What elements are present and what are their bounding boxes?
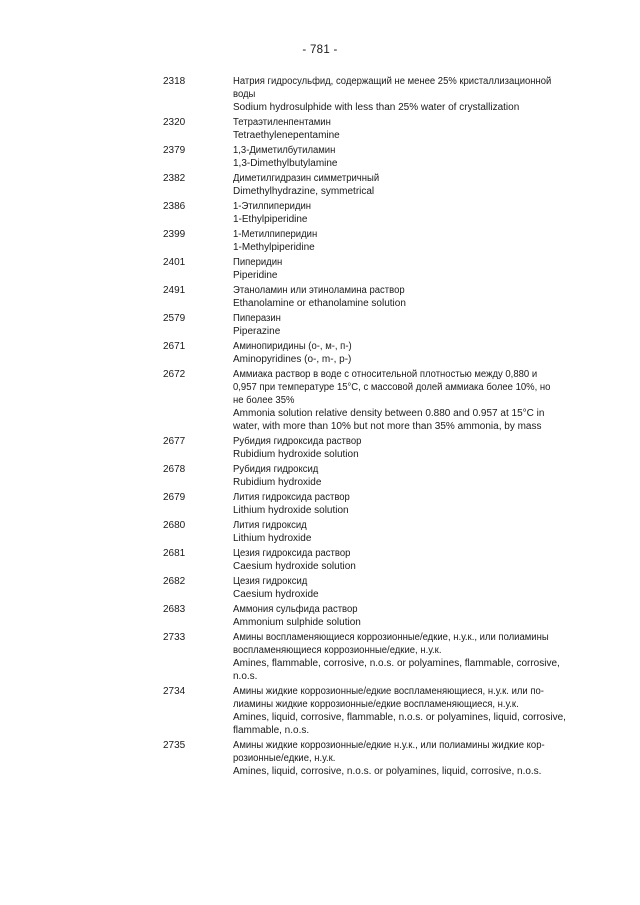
- entry-row: [0, 172, 640, 198]
- entry-row: [0, 519, 640, 545]
- entry-row: [0, 144, 640, 170]
- substance-description: [233, 256, 568, 282]
- description-line-en: 1-Ethylpiperidine: [233, 214, 308, 225]
- description-line-en: Lithium hydroxide solution: [233, 505, 349, 516]
- un-number: 2683: [163, 604, 186, 615]
- un-number: 2379: [163, 145, 186, 156]
- un-number: 2672: [163, 369, 186, 380]
- substance-description: [233, 368, 568, 433]
- description-line-en: Ammonia solution relative density between 0.880 and 0.957 at 15°C in: [233, 408, 545, 419]
- description-line-ru: розионные/едкие, н.у.к.: [233, 753, 336, 764]
- un-number: 2679: [163, 492, 186, 503]
- entry-row: [0, 312, 640, 338]
- un-number: 2677: [163, 436, 186, 447]
- description-line-en: flammable, n.o.s.: [233, 725, 310, 736]
- substance-description: [233, 519, 568, 545]
- un-number: 2382: [163, 173, 186, 184]
- un-number: 2671: [163, 341, 186, 352]
- entry-row: [0, 200, 640, 226]
- un-number: 2682: [163, 576, 186, 587]
- description-line-ru: Пиперазин: [233, 313, 281, 324]
- description-line-ru: Цезия гидроксида раствор: [233, 548, 351, 559]
- description-line-ru: Амины жидкие коррозионные/едкие воспламеняющиеся, н.у.к. или по-: [233, 686, 544, 697]
- substance-description: [233, 284, 568, 310]
- un-number: 2579: [163, 313, 186, 324]
- substance-description: [233, 739, 568, 778]
- description-line-en: water, with more than 10% but not more than 35% ammonia, by mass: [233, 421, 542, 432]
- un-number: 2733: [163, 632, 186, 643]
- substance-description: [233, 435, 568, 461]
- entry-row: [0, 435, 640, 461]
- description-line-ru: Аминопиридины (о-, м-, п-): [233, 341, 352, 352]
- description-line-ru: Рубидия гидроксида раствор: [233, 436, 362, 447]
- substance-description: [233, 631, 568, 683]
- substance-description: [233, 547, 568, 573]
- description-line-ru: Аммония сульфида раствор: [233, 604, 358, 615]
- description-line-en: Amines, liquid, corrosive, flammable, n.o.s. or polyamines, liquid, corrosive,: [233, 712, 566, 723]
- un-number: 2681: [163, 548, 186, 559]
- un-number: 2491: [163, 285, 186, 296]
- entry-row: [0, 685, 640, 737]
- entry-row: [0, 256, 640, 282]
- un-number: 2401: [163, 257, 186, 268]
- substance-description: [233, 228, 568, 254]
- description-line-ru: Лития гидроксида раствор: [233, 492, 350, 503]
- substance-description: [233, 144, 568, 170]
- entry-row: [0, 75, 640, 114]
- entry-row: [0, 631, 640, 683]
- entry-list: [0, 75, 640, 780]
- substance-description: [233, 116, 568, 142]
- description-line-ru: не более 35%: [233, 395, 295, 406]
- description-line-ru: Лития гидроксид: [233, 520, 307, 531]
- description-line-en: Piperazine: [233, 326, 281, 337]
- description-line-ru: Амины воспламеняющиеся коррозионные/едкие, н.у.к., или полиамины: [233, 632, 549, 643]
- entry-row: [0, 575, 640, 601]
- description-line-ru: воспламеняющиеся коррозионные/едкие, н.у.к.: [233, 645, 442, 656]
- entry-row: [0, 547, 640, 573]
- description-line-ru: Этаноламин или этиноламина раствор: [233, 285, 405, 296]
- description-line-ru: Амины жидкие коррозионные/едкие н.у.к., или полиамины жидкие кор-: [233, 740, 545, 751]
- un-number: 2678: [163, 464, 186, 475]
- substance-description: [233, 172, 568, 198]
- substance-description: [233, 603, 568, 629]
- description-line-ru: 1-Этилпиперидин: [233, 201, 312, 212]
- description-line-en: Amines, flammable, corrosive, n.o.s. or polyamines, flammable, corrosive,: [233, 658, 560, 669]
- un-number: 2735: [163, 740, 186, 751]
- description-line-en: 1,3-Dimethylbutylamine: [233, 158, 338, 169]
- substance-description: [233, 75, 568, 114]
- un-number: 2680: [163, 520, 186, 531]
- entry-row: [0, 340, 640, 366]
- description-line-en: Rubidium hydroxide solution: [233, 449, 359, 460]
- description-line-ru: Цезия гидроксид: [233, 576, 308, 587]
- entry-row: [0, 463, 640, 489]
- entry-row: [0, 739, 640, 778]
- substance-description: [233, 463, 568, 489]
- entry-row: [0, 603, 640, 629]
- description-line-en: Aminopyridines (o-, m-, p-): [233, 354, 352, 365]
- description-line-ru: Пиперидин: [233, 257, 283, 268]
- description-line-en: Piperidine: [233, 270, 278, 281]
- description-line-en: Ethanolamine or ethanolamine solution: [233, 298, 406, 309]
- description-line-ru: 0,957 при температуре 15°С, с массовой долей аммиака более 10%, но: [233, 382, 551, 393]
- description-line-en: 1-Methylpiperidine: [233, 242, 315, 253]
- description-line-ru: воды: [233, 89, 256, 100]
- entry-row: [0, 116, 640, 142]
- page-number: - 781 -: [302, 44, 338, 56]
- description-line-en: Ammonium sulphide solution: [233, 617, 361, 628]
- entry-row: [0, 228, 640, 254]
- description-line-en: Sodium hydrosulphide with less than 25% water of crystallization: [233, 102, 520, 113]
- entry-row: [0, 284, 640, 310]
- description-line-en: Caesium hydroxide: [233, 589, 319, 600]
- substance-description: [233, 575, 568, 601]
- description-line-en: Lithium hydroxide: [233, 533, 312, 544]
- entry-row: [0, 368, 640, 433]
- description-line-en: Tetraethylenepentamine: [233, 130, 340, 141]
- entry-row: [0, 491, 640, 517]
- un-number: 2734: [163, 686, 186, 697]
- description-line-ru: 1-Метилпиперидин: [233, 229, 318, 240]
- description-line-ru: Диметилгидразин симметричный: [233, 173, 380, 184]
- substance-description: [233, 340, 568, 366]
- substance-description: [233, 685, 568, 737]
- un-number: 2386: [163, 201, 186, 212]
- un-number: 2318: [163, 76, 186, 87]
- description-line-ru: Рубидия гидроксид: [233, 464, 319, 475]
- description-line-ru: лиамины жидкие коррозионные/едкие воспламеняющиеся, н.у.к.: [233, 699, 519, 710]
- substance-description: [233, 312, 568, 338]
- description-line-ru: Аммиака раствор в воде с относительной плотностью между 0,880 и: [233, 369, 538, 380]
- substance-description: [233, 491, 568, 517]
- un-number: 2399: [163, 229, 186, 240]
- description-line-ru: 1,3-Диметилбутиламин: [233, 145, 336, 156]
- description-line-en: Rubidium hydroxide: [233, 477, 322, 488]
- un-number: 2320: [163, 117, 186, 128]
- description-line-en: n.o.s.: [233, 671, 258, 682]
- description-line-en: Amines, liquid, corrosive, n.o.s. or polyamines, liquid, corrosive, n.o.s.: [233, 766, 542, 777]
- substance-description: [233, 200, 568, 226]
- description-line-en: Caesium hydroxide solution: [233, 561, 356, 572]
- description-line-ru: Натрия гидросульфид, содержащий не менее 25% кристаллизационной: [233, 76, 552, 87]
- description-line-en: Dimethylhydrazine, symmetrical: [233, 186, 375, 197]
- description-line-ru: Тетраэтиленпентамин: [233, 117, 331, 128]
